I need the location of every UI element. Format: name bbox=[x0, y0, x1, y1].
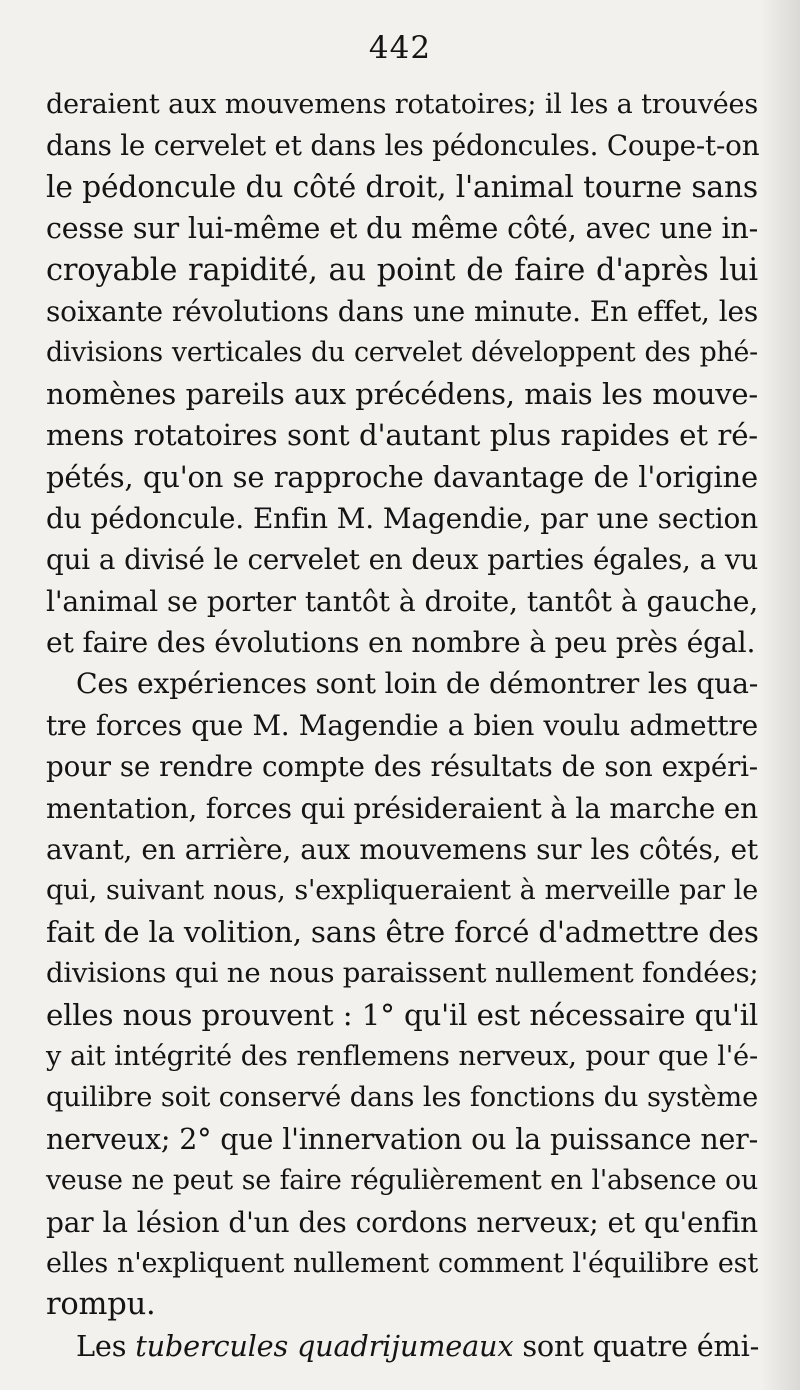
text-line: pétés, qu'on se rapproche davantage de l'origine bbox=[46, 459, 758, 494]
text-line: qui, suivant nous, s'expliqueraient à merveille par le bbox=[46, 875, 758, 907]
text-line: croyable rapidité, au point de faire d'après lui bbox=[46, 252, 758, 288]
text-line: y ait intégrité des renflemens nerveux, pour que l'é- bbox=[46, 1040, 758, 1072]
text-line: pour se rendre compte des résultats de son expéri- bbox=[46, 750, 758, 784]
text-line: deraient aux mouvemens rotatoires; il les a trouvées bbox=[46, 89, 758, 120]
text-line: elles n'expliquent nullement comment l'équilibre est bbox=[46, 1247, 758, 1279]
text-line: divisions qui ne nous paraissent nullement fondées; bbox=[46, 957, 759, 990]
text-line: nerveux; 2° que l'innervation ou la puissance ner- bbox=[46, 1122, 758, 1156]
text-line: qui a divisé le cervelet en deux parties égales, a vu bbox=[46, 543, 758, 577]
text-line: divisions verticales du cervelet développent des phé- bbox=[46, 337, 758, 369]
text-line: mens rotatoires sont d'autant plus rapides et ré- bbox=[46, 418, 758, 453]
text-line: le pédoncule du côté droit, l'animal tourne sans bbox=[46, 169, 758, 205]
text-line: par la lésion d'un des cordons nerveux; et qu'enfin bbox=[46, 1205, 758, 1239]
text-line: avant, en arrière, aux mouvemens sur les côtés, et bbox=[46, 833, 758, 867]
page-number: 442 bbox=[368, 30, 432, 66]
paragraph-end-line: et faire des évolutions en nombre à peu près égal. bbox=[46, 626, 756, 660]
text-line: soixante révolutions dans une minute. En effet, les bbox=[46, 294, 758, 328]
line-start-text: Les bbox=[76, 1328, 127, 1363]
paragraph-start-line bbox=[46, 1326, 758, 1367]
text-line: du pédoncule. Enfin M. Magendie, par une section bbox=[46, 501, 758, 535]
text-line: mentation, forces qui présideraient à la marche en bbox=[46, 791, 758, 825]
text-line: veuse ne peut se faire régulièrement en l'absence ou bbox=[46, 1165, 758, 1197]
text-line: tre forces que M. Magendie a bien voulu admettre bbox=[46, 708, 758, 742]
text-line: cesse sur lui-même et du même côté, avec une in- bbox=[46, 212, 758, 246]
text-line: l'animal se porter tantôt à droite, tantôt à gauche, bbox=[46, 584, 758, 618]
text-line: nomènes pareils aux précédens, mais les mouve- bbox=[46, 376, 758, 411]
paragraph-end-line: rompu. bbox=[46, 1287, 156, 1323]
italic-term: tubercules quadrijumeaux bbox=[135, 1328, 514, 1363]
text-line: quilibre soit conservé dans les fonctions du système bbox=[46, 1082, 758, 1114]
paragraph-start-line: Ces expériences sont loin de démontrer les qua- bbox=[76, 667, 759, 701]
text-line: fait de la volition, sans être forcé d'admettre des bbox=[46, 914, 759, 949]
line-end-text: sont quatre émi- bbox=[522, 1328, 760, 1363]
body-text bbox=[46, 84, 758, 1367]
text-line: elles nous prouvent : 1° qu'il est nécessaire qu'il bbox=[46, 997, 758, 1032]
text-line: dans le cervelet et dans les pédoncules. Coupe-t-on bbox=[46, 129, 760, 163]
